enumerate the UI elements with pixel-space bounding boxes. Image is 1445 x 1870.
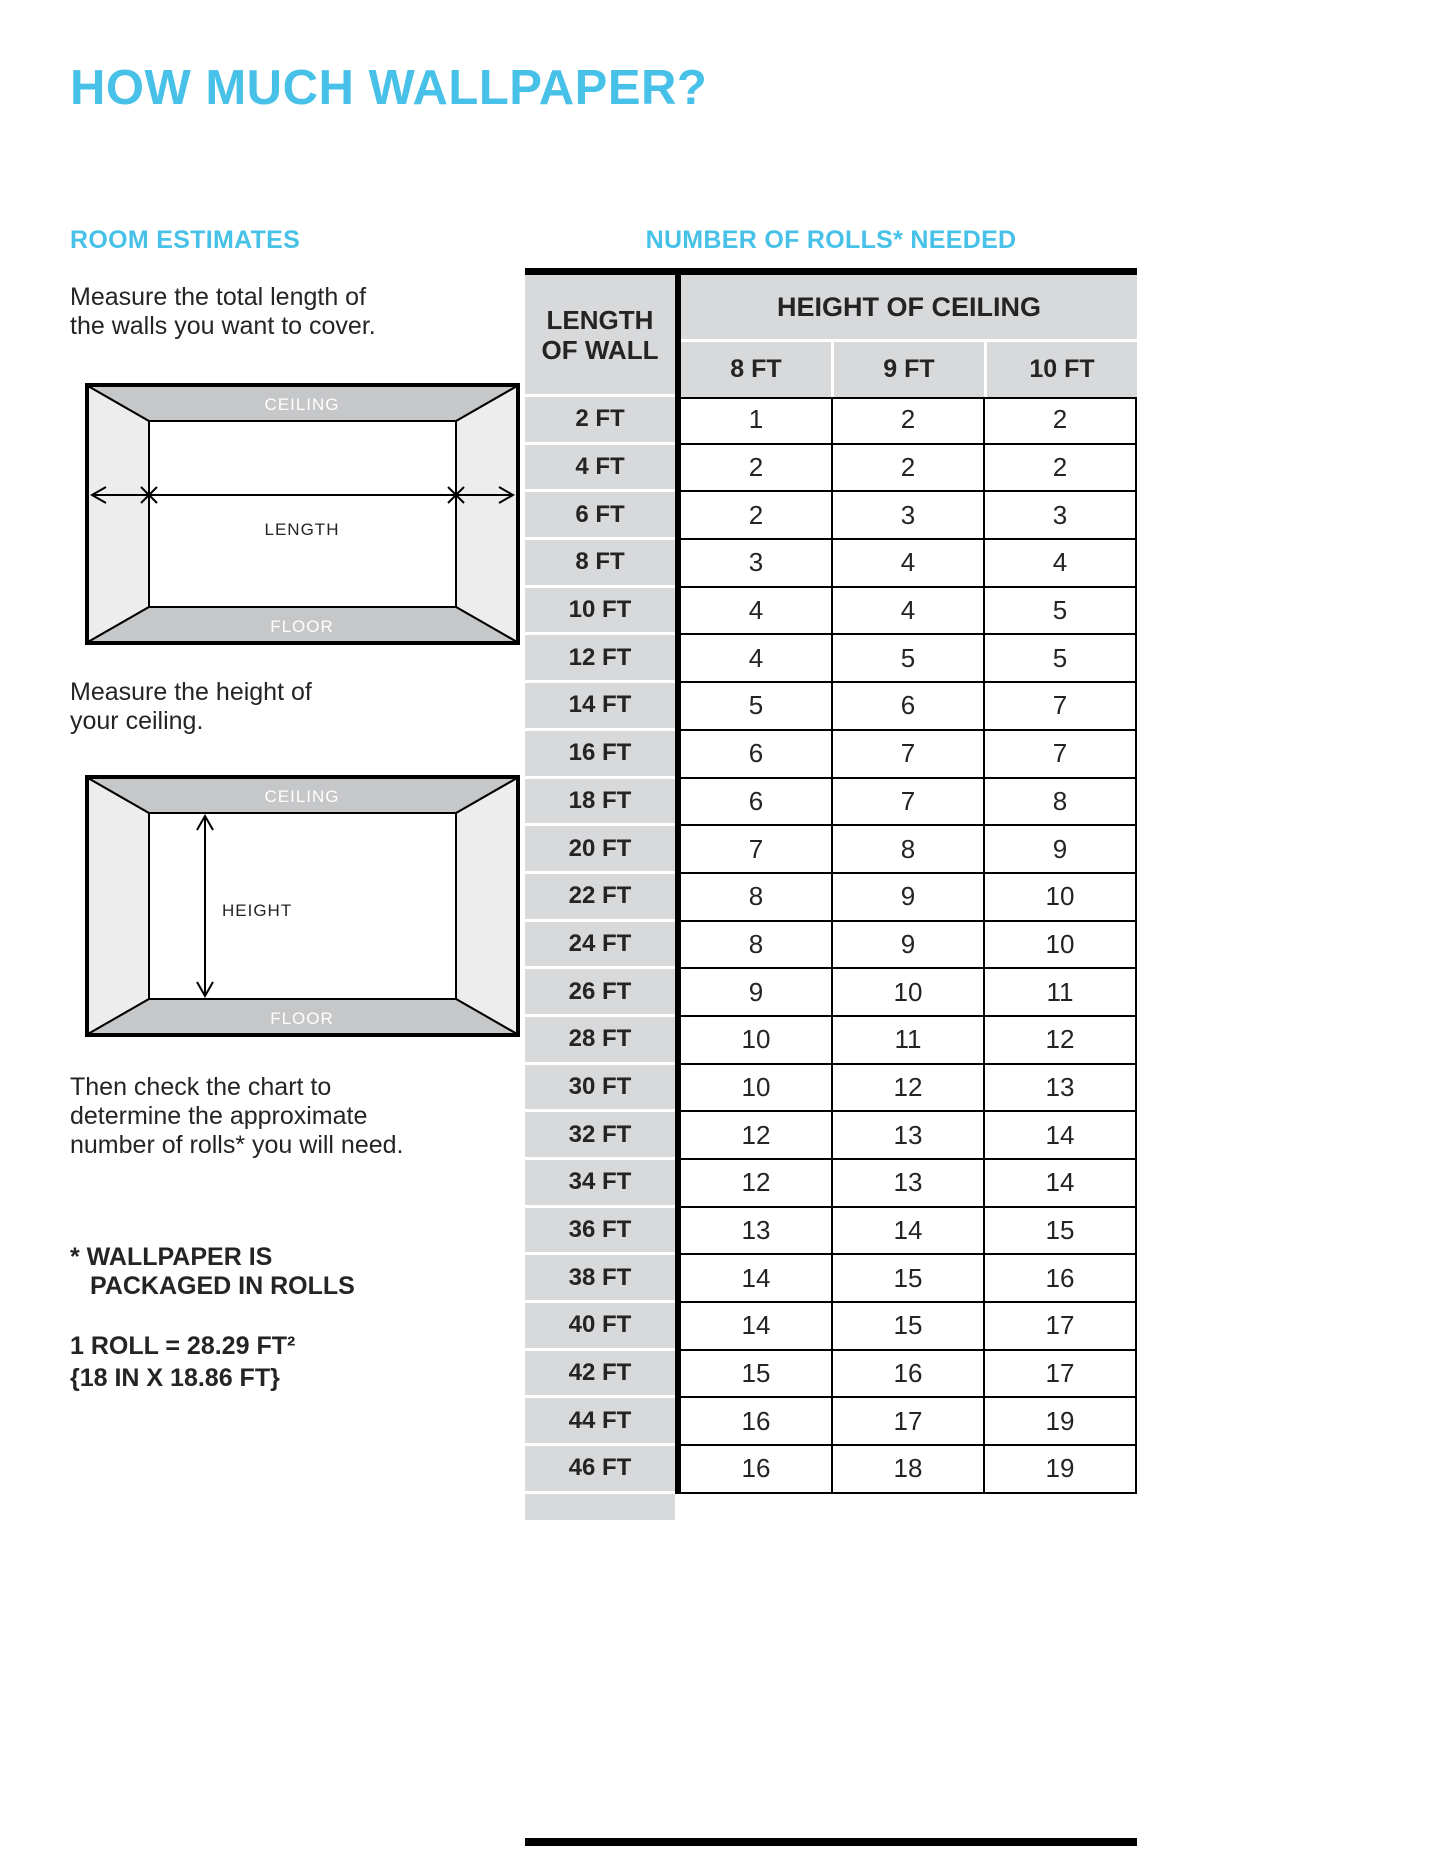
- roll-count-cell-10ft: 8: [985, 779, 1137, 827]
- roll-count-cell-9ft: 11: [833, 1017, 985, 1065]
- wall-length-label: 30 FT: [525, 1065, 675, 1113]
- roll-size-info: [70, 1330, 295, 1394]
- roll-count-cell-9ft: 17: [833, 1398, 985, 1446]
- room-estimates-heading: ROOM ESTIMATES: [70, 226, 301, 254]
- ceiling-label: CEILING: [264, 395, 340, 414]
- roll-count-cell-9ft: 4: [833, 588, 985, 636]
- roll-count-cell-8ft: 16: [681, 1398, 833, 1446]
- roll-count-cell-9ft: 15: [833, 1255, 985, 1303]
- step2-text: [70, 678, 312, 736]
- wall-length-label: 8 FT: [525, 540, 675, 588]
- table-row: [525, 731, 1137, 779]
- label-column-tail: [525, 1494, 675, 1520]
- wall-length-label: 28 FT: [525, 1017, 675, 1065]
- table-row: [525, 445, 1137, 493]
- roll-count-cell-8ft: 7: [681, 826, 833, 874]
- roll-count-cell-10ft: 9: [985, 826, 1137, 874]
- table-row: [525, 1446, 1137, 1494]
- table-row: [525, 1017, 1137, 1065]
- step1-line1: Measure the total length of: [70, 283, 367, 311]
- wall-length-label: 20 FT: [525, 826, 675, 874]
- roll-count-cell-10ft: 19: [985, 1446, 1137, 1494]
- roll-count-cell-10ft: 4: [985, 540, 1137, 588]
- roll-count-cell-9ft: 10: [833, 969, 985, 1017]
- roll-count-cell-8ft: 12: [681, 1112, 833, 1160]
- step1-text: [70, 283, 376, 341]
- roll-count-cell-8ft: 10: [681, 1017, 833, 1065]
- roll-count-cell-9ft: 12: [833, 1065, 985, 1113]
- footnote-line2: PACKAGED IN ROLLS: [90, 1272, 355, 1300]
- table-row: [525, 922, 1137, 970]
- table-top-border: [525, 268, 1137, 275]
- table-row: [525, 635, 1137, 683]
- roll-count-cell-10ft: 17: [985, 1303, 1137, 1351]
- table-row: [525, 874, 1137, 922]
- roll-count-cell-9ft: 9: [833, 874, 985, 922]
- left-wall-shape: [88, 386, 149, 642]
- table-bottom-border: [525, 1838, 1137, 1846]
- room-length-diagram: [85, 383, 520, 645]
- roll-count-cell-10ft: 14: [985, 1112, 1137, 1160]
- roll-count-cell-9ft: 13: [833, 1160, 985, 1208]
- roll-count-cell-9ft: 8: [833, 826, 985, 874]
- table-row: [525, 1255, 1137, 1303]
- roll-count-cell-8ft: 16: [681, 1446, 833, 1494]
- roll-count-cell-10ft: 5: [985, 588, 1137, 636]
- roll-count-cell-9ft: 14: [833, 1208, 985, 1256]
- roll-count-cell-8ft: 2: [681, 445, 833, 493]
- length-label: LENGTH: [264, 520, 340, 539]
- ceiling-height-subheader-row: [681, 342, 1137, 397]
- roll-count-cell-10ft: 10: [985, 922, 1137, 970]
- wall-length-label: 26 FT: [525, 969, 675, 1017]
- wall-length-label: 14 FT: [525, 683, 675, 731]
- ceiling-header-group: [681, 275, 1137, 397]
- roll-count-cell-9ft: 18: [833, 1446, 985, 1494]
- step3-text: [70, 1073, 404, 1160]
- roll-count-cell-10ft: 17: [985, 1351, 1137, 1399]
- table-row: [525, 779, 1137, 827]
- wall-length-label: 18 FT: [525, 779, 675, 827]
- roll-count-cell-8ft: 1: [681, 397, 833, 445]
- step3-line2: determine the approximate: [70, 1102, 368, 1130]
- table-row: [525, 1112, 1137, 1160]
- roll-count-cell-10ft: 19: [985, 1398, 1137, 1446]
- table-row: [525, 588, 1137, 636]
- wall-length-label: 46 FT: [525, 1446, 675, 1494]
- table-row: [525, 1303, 1137, 1351]
- wall-length-label: 2 FT: [525, 397, 675, 445]
- table-row: [525, 1160, 1137, 1208]
- roll-count-cell-8ft: 15: [681, 1351, 833, 1399]
- floor-label: FLOOR: [270, 1009, 334, 1028]
- roll-count-cell-10ft: 12: [985, 1017, 1137, 1065]
- page-title: HOW MUCH WALLPAPER?: [70, 61, 708, 115]
- roll-count-cell-8ft: 14: [681, 1303, 833, 1351]
- roll-count-cell-9ft: 2: [833, 397, 985, 445]
- roll-count-cell-8ft: 12: [681, 1160, 833, 1208]
- table-row: [525, 683, 1137, 731]
- wall-length-label: 40 FT: [525, 1303, 675, 1351]
- roll-count-cell-9ft: 3: [833, 492, 985, 540]
- roll-count-cell-9ft: 7: [833, 731, 985, 779]
- ceiling-label: CEILING: [264, 787, 340, 806]
- roll-size-line1: 1 ROLL = 28.29 FT²: [70, 1332, 296, 1360]
- table-body-top-line: [681, 397, 1137, 399]
- roll-count-cell-9ft: 7: [833, 779, 985, 827]
- step1-line2: the walls you want to cover.: [70, 312, 376, 340]
- roll-count-cell-8ft: 5: [681, 683, 833, 731]
- roll-count-cell-9ft: 6: [833, 683, 985, 731]
- roll-count-cell-8ft: 2: [681, 492, 833, 540]
- table-row: [525, 1351, 1137, 1399]
- roll-size-line2: {18 IN X 18.86 FT}: [70, 1364, 280, 1392]
- roll-count-cell-8ft: 8: [681, 922, 833, 970]
- length-of-wall-line1: LENGTH: [546, 304, 654, 335]
- back-wall: [149, 421, 456, 607]
- table-row: [525, 969, 1137, 1017]
- roll-count-cell-8ft: 6: [681, 731, 833, 779]
- roll-count-cell-8ft: 6: [681, 779, 833, 827]
- roll-count-cell-8ft: 9: [681, 969, 833, 1017]
- height-of-ceiling-header: HEIGHT OF CEILING: [681, 275, 1137, 339]
- roll-count-cell-10ft: 14: [985, 1160, 1137, 1208]
- height-label: HEIGHT: [222, 901, 293, 920]
- roll-count-cell-9ft: 9: [833, 922, 985, 970]
- back-wall: [149, 813, 456, 999]
- roll-count-cell-9ft: 13: [833, 1112, 985, 1160]
- roll-count-cell-8ft: 4: [681, 635, 833, 683]
- roll-count-cell-10ft: 2: [985, 397, 1137, 445]
- rolls-footnote: [70, 1243, 355, 1301]
- roll-count-cell-10ft: 7: [985, 731, 1137, 779]
- roll-count-cell-8ft: 3: [681, 540, 833, 588]
- roll-count-cell-8ft: 13: [681, 1208, 833, 1256]
- wall-length-label: 24 FT: [525, 922, 675, 970]
- wall-length-label: 42 FT: [525, 1351, 675, 1399]
- left-wall-shape: [88, 778, 149, 1034]
- roll-count-cell-9ft: 2: [833, 445, 985, 493]
- wall-length-label: 44 FT: [525, 1398, 675, 1446]
- roll-count-cell-8ft: 10: [681, 1065, 833, 1113]
- step3-line1: Then check the chart to: [70, 1073, 332, 1101]
- step3-line3: number of rolls* you will need.: [70, 1131, 404, 1159]
- wall-length-label: 4 FT: [525, 445, 675, 493]
- roll-count-cell-10ft: 2: [985, 445, 1137, 493]
- roll-count-cell-8ft: 8: [681, 874, 833, 922]
- wall-length-label: 16 FT: [525, 731, 675, 779]
- table-row: [525, 826, 1137, 874]
- roll-count-cell-8ft: 14: [681, 1255, 833, 1303]
- table-row: [525, 540, 1137, 588]
- right-wall-shape: [456, 778, 517, 1034]
- wall-length-label: 22 FT: [525, 874, 675, 922]
- wall-length-label: 10 FT: [525, 588, 675, 636]
- table-header: [525, 275, 1137, 397]
- table-body: [525, 397, 1137, 1494]
- room-height-diagram: [85, 775, 520, 1037]
- step2-line2: your ceiling.: [70, 707, 204, 735]
- wall-length-label: 36 FT: [525, 1208, 675, 1256]
- wall-length-label: 12 FT: [525, 635, 675, 683]
- roll-count-cell-9ft: 5: [833, 635, 985, 683]
- table-row: [525, 1065, 1137, 1113]
- rolls-needed-heading: NUMBER OF ROLLS* NEEDED: [645, 226, 1017, 254]
- floor-label: FLOOR: [270, 617, 334, 636]
- roll-count-cell-9ft: 15: [833, 1303, 985, 1351]
- wall-length-label: 6 FT: [525, 492, 675, 540]
- step2-line1: Measure the height of: [70, 678, 312, 706]
- right-wall-shape: [456, 386, 517, 642]
- roll-count-cell-10ft: 13: [985, 1065, 1137, 1113]
- table-row: [525, 1398, 1137, 1446]
- roll-count-cell-10ft: 15: [985, 1208, 1137, 1256]
- roll-count-cell-8ft: 4: [681, 588, 833, 636]
- col-header-8ft: 8 FT: [681, 342, 831, 397]
- footnote-line1: * WALLPAPER IS: [70, 1243, 273, 1271]
- wall-length-label: 38 FT: [525, 1255, 675, 1303]
- wall-length-label: 32 FT: [525, 1112, 675, 1160]
- length-of-wall-header: [525, 275, 675, 397]
- roll-count-cell-9ft: 4: [833, 540, 985, 588]
- length-of-wall-line2: OF WALL: [541, 334, 659, 365]
- roll-count-cell-10ft: 5: [985, 635, 1137, 683]
- table-row: [525, 397, 1137, 445]
- roll-count-cell-10ft: 3: [985, 492, 1137, 540]
- roll-count-cell-10ft: 7: [985, 683, 1137, 731]
- roll-count-cell-10ft: 16: [985, 1255, 1137, 1303]
- col-header-10ft: 10 FT: [984, 342, 1137, 397]
- roll-count-cell-9ft: 16: [833, 1351, 985, 1399]
- rolls-needed-table: [525, 268, 1137, 1520]
- wall-length-label: 34 FT: [525, 1160, 675, 1208]
- roll-count-cell-10ft: 11: [985, 969, 1137, 1017]
- col-header-9ft: 9 FT: [831, 342, 984, 397]
- table-vertical-divider: [675, 268, 681, 1494]
- table-row: [525, 1208, 1137, 1256]
- roll-count-cell-10ft: 10: [985, 874, 1137, 922]
- table-row: [525, 492, 1137, 540]
